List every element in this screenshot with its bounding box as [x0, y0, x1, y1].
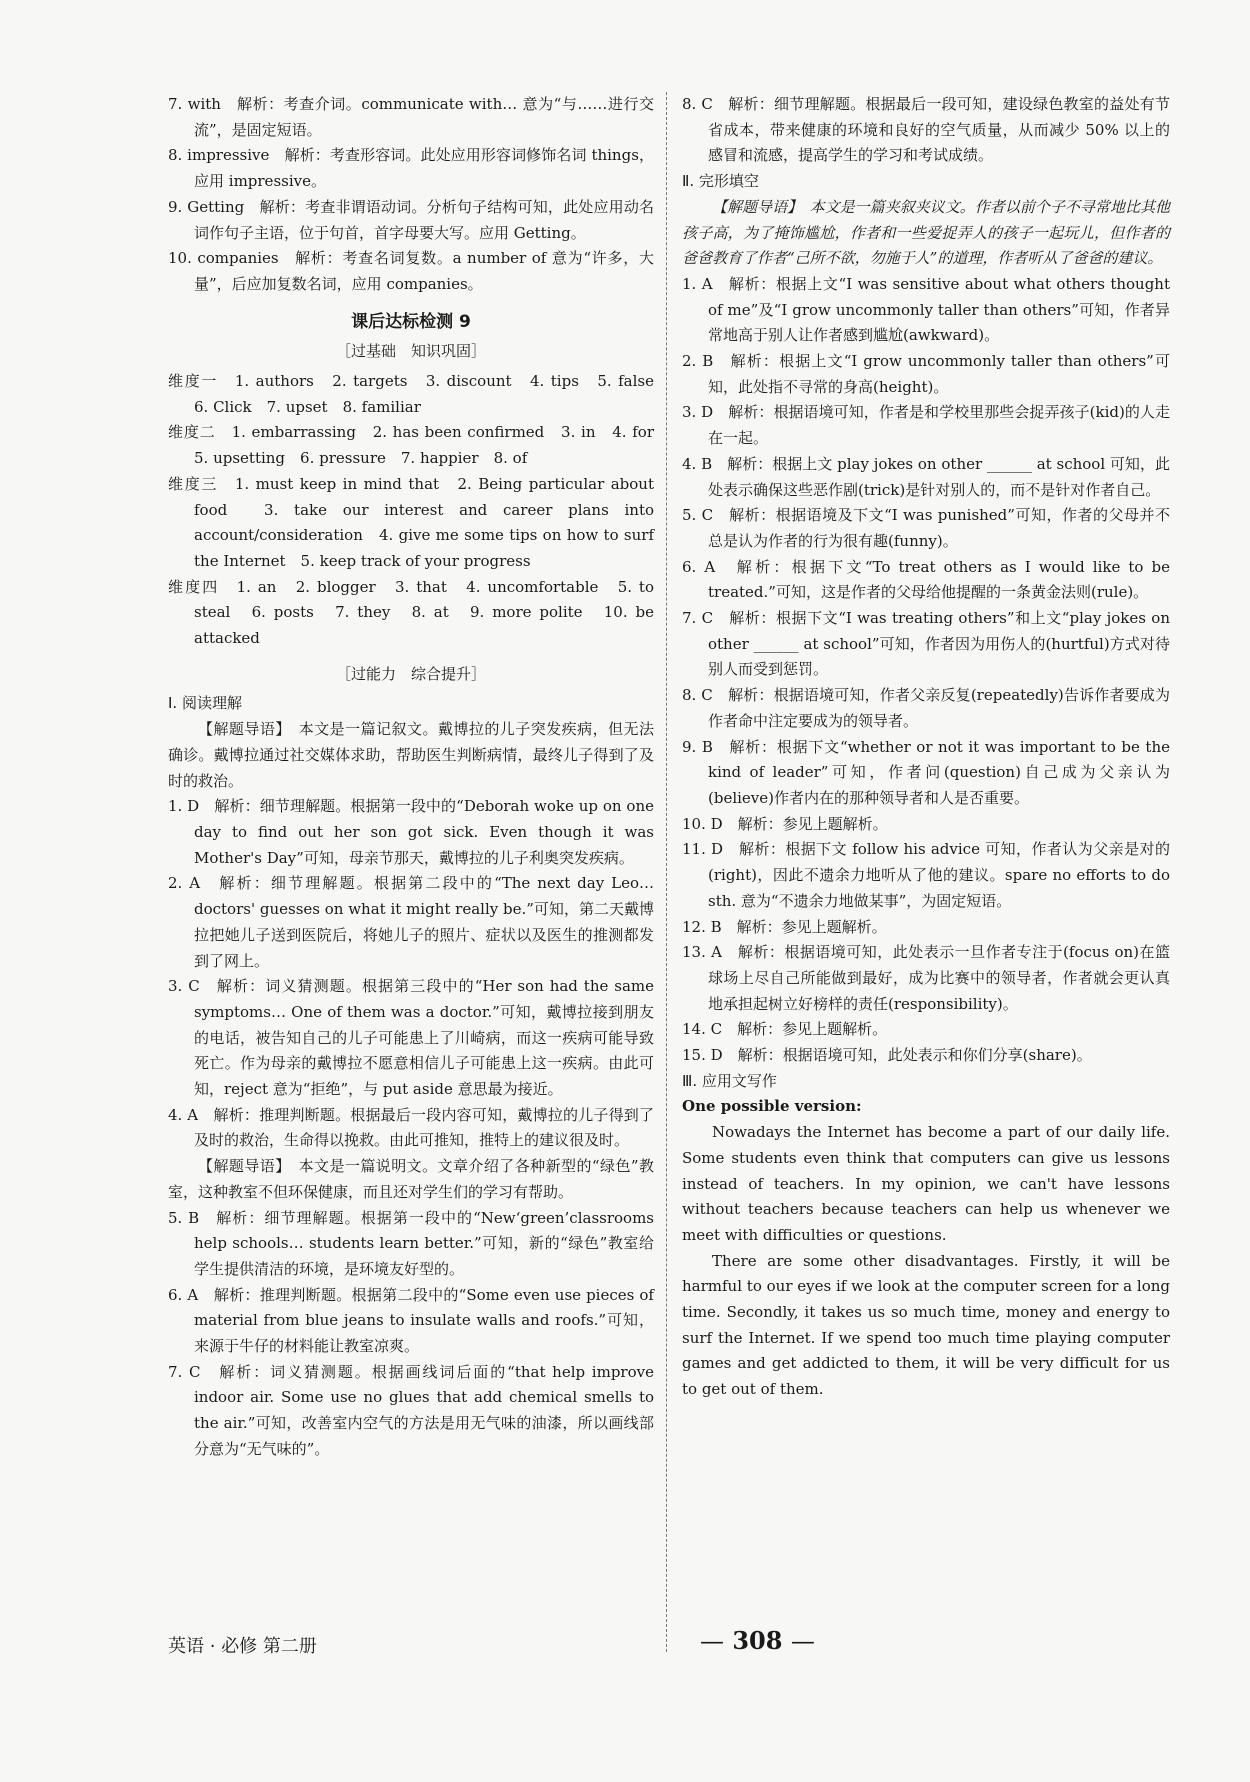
page-number: [700, 1626, 815, 1655]
writing-heading: Ⅲ. 应用文写作: [682, 1071, 777, 1090]
left-column: [168, 92, 670, 1463]
essay-paragraph-1: Nowadays the Internet has become a part of our daily life. Some students even think that computers can give us lessons instead of teachers. In my opinion, we can't have lessons without teachers because teachers can help us whenever we meet with difficulties or questions.: [682, 1123, 1170, 1244]
reading-q3: 3. C 解析：词义猜测题。根据第三段中的“Her son had the same symptoms… One of them was a doctor.”可知，戴博拉接到朋友的电话，被告知自己的儿子可能患上了川崎病，而这一疾病可能导致死亡。作为母亲的戴博拉不愿意相信儿子可能患上这一疾病。由此可知，reject 意为“拒绝”，与 put aside 意思最为接近。: [168, 977, 654, 1099]
cloze-q9: 9. B 解析：根据下文“whether or not it was important to be the kind of leader”可知，作者问(question)自己成为父亲认为(believe)作者内在的那种领导者和人是否重要。: [682, 737, 1170, 807]
cloze-q8: 8. C 解析：根据语境可知，作者父亲反复(repeatedly)告诉作者要成为作者命中注定要成为的领导者。: [682, 686, 1170, 730]
book-title: 英语 · 必修 第二册: [168, 1636, 317, 1657]
cloze-lead: 【解题导语】 本文是一篇夹叙夹议文。作者以前个子不寻常地比其他孩子高，为了掩饰尴尬，作者和一些爱捉弄人的孩子一起玩儿，但作者的爸爸教育了作者“己所不欲，勿施于人”的道理，作者听从了爸爸的建议。: [682, 197, 1170, 268]
cloze-q3: 3. D 解析：根据语境可知，作者是和学校里那些会捉弄孩子(kid)的人走在一起。: [682, 403, 1170, 448]
reading-q2: 2. A 解析：细节理解题。根据第二段中的“The next day Leo… doctors' guesses on what it might really be.”可知，第二天戴博拉把她儿子送到医院后，将她儿子的照片、症状以及医生的推测都发到了网上。: [168, 874, 654, 970]
reading-q8: 8. C 解析：细节理解题。根据最后一段可知，建设绿色教室的益处有节省成本，带来健康的环境和良好的空气质量，从而减少 50% 以上的感冒和流感，提高学生的学习和考试成绩。: [682, 95, 1170, 165]
answer-10-companies: 10. companies 解析：考查名词复数。a number of 意为“许多，大量”，后应加复数名词，应用 companies。: [168, 249, 654, 293]
reading-q1: 1. D 解析：细节理解题。根据第一段中的“Deborah woke up on one day to find out her son got sick. Even though it was Mother's Day”可知，母亲节那天，戴博拉的儿子利奥突发疾病。: [168, 797, 654, 867]
cloze-q11: 11. D 解析：根据下文 follow his advice 可知，作者认为父亲是对的(right)，因此不遗余力地听从了他的建议。spare no efforts to do sth. 意为“不遗余力地做某事”，为固定短语。: [682, 840, 1170, 910]
answer-8-impressive: 8. impressive 解析：考查形容词。此处应用形容词修饰名词 things，应用 impressive。: [168, 146, 654, 191]
possible-version-label: One possible version:: [682, 1097, 862, 1116]
cloze-q15: 15. D 解析：根据语境可知，此处表示和你们分享(share)。: [682, 1046, 1092, 1065]
reading-q6: 6. A 解析：推理判断题。根据第二段中的“Some even use pieces of material from blue jeans to insulate walls and roofs.”可知，来源于牛仔的材料能让教室凉爽。: [168, 1285, 654, 1356]
reading-q7: 7. C 解析：词义猜测题。根据画线词后面的“that help improve indoor air. Some use no glues that add chemical smells to the air.”可知，改善室内空气的方法是用无气味的油漆，所以画线部分意为“无气味的”。: [168, 1362, 654, 1458]
section-title: 课后达标检测 9: [351, 311, 471, 332]
subsection-ability: ［过能力 综合提升］: [335, 664, 486, 683]
column-divider: [666, 92, 667, 1652]
reading-lead-1: 【解题导语】 本文是一篇记叙文。戴博拉的儿子突发疾病，但无法确诊。戴博拉通过社交媒体求助，帮助医生判断病情，最终儿子得到了及时的救治。: [168, 720, 654, 790]
cloze-q1: 1. A 解析：根据上文“I was sensitive about what others thought of me”及“I grow uncommonly taller than others”可知，作者异常地高于别人让作者感到尴尬(awkward)。: [682, 274, 1170, 345]
dash-left: —: [700, 1627, 724, 1655]
cloze-heading: Ⅱ. 完形填空: [682, 172, 759, 191]
cloze-q7: 7. C 解析：根据下文“I was treating others”和上文“play jokes on other ______ at school”可知，作者因为用伤人的(hurtful)方式对待别人而受到惩罚。: [682, 609, 1170, 679]
dash-right: —: [790, 1627, 815, 1655]
reading-heading: Ⅰ. 阅读理解: [168, 694, 242, 713]
page-number-value: 308: [732, 1626, 783, 1655]
essay-paragraph-2: There are some other disadvantages. Firstly, it will be harmful to our eyes if we look at the computer screen for a long time. Secondly, it takes us so much time, money and energy to surf the Internet. If we spend too much time playing computer games and get addicted to them, it will be very difficult for us to get out of them.: [682, 1251, 1170, 1399]
cloze-q6: 6. A 解析：根据下文“To treat others as I would like to be treated.”可知，这是作者的父母给他提醒的一条黄金法则(rule)。: [682, 557, 1170, 602]
cloze-q4: 4. B 解析：根据上文 play jokes on other ______ at school 可知，此处表示确保这些恶作剧(trick)是针对别人的，而不是针对作者自己。: [682, 454, 1170, 499]
cloze-q10: 10. D 解析：参见上题解析。: [682, 814, 888, 833]
reading-q5: 5. B 解析：细节理解题。根据第一段中的“New‘green’classrooms help schools… students learn better.”可知，新的“绿色”教室给学生提供清洁的环境，是环境友好型的。: [168, 1208, 654, 1278]
reading-q4: 4. A 解析：推理判断题。根据最后一段内容可知，戴博拉的儿子得到了及时的救治，生命得以挽救。由此可推知，推特上的建议很及时。: [168, 1105, 654, 1150]
cloze-q2: 2. B 解析：根据上文“I grow uncommonly taller than others”可知，此处指不寻常的身高(height)。: [682, 352, 1170, 396]
dimension-2: 维度二 1. embarrassing 2. has been confirmed 3. in 4. for 5. upsetting 6. pressure 7. happier 8. of: [168, 423, 670, 468]
cloze-q14: 14. C 解析：参见上题解析。: [682, 1020, 888, 1039]
cloze-q5: 5. C 解析：根据语境及下文“I was punished”可知，作者的父母并不总是认为作者的行为很有趣(funny)。: [682, 506, 1170, 550]
cloze-q13: 13. A 解析：根据语境可知，此处表示一旦作者专注于(focus on)在篮球场上尽自己所能做到最好，成为比赛中的领导者，作者就会更认真地承担起树立好榜样的责任(responsibility)。: [682, 943, 1170, 1013]
answer-9-getting: 9. Getting 解析：考查非谓语动词。分析句子结构可知，此处应用动名词作句子主语，位于句首，首字母要大写。应用 Getting。: [168, 197, 654, 242]
subsection-basic: ［过基础 知识巩固］: [335, 342, 486, 361]
dimension-3: 维度三 1. must keep in mind that 2. Being particular about food 3. take our interest and career plans into account/consideration 4. give me some tips on how to surf the Internet 5. keep track of your progress: [168, 474, 654, 570]
page-footer: [168, 1626, 1168, 1666]
reading-lead-2: 【解题导语】 本文是一篇说明文。文章介绍了各种新型的“绿色”教室，这种教室不但环保健康，而且还对学生们的学习有帮助。: [168, 1157, 654, 1201]
dimension-1: 维度一 1. authors 2. targets 3. discount 4. tips 5. false 6. Click 7. upset 8. familiar: [168, 372, 670, 416]
dimension-4: 维度四 1. an 2. blogger 3. that 4. uncomfortable 5. to steal 6. posts 7. they 8. at 9. more polite 10. be attacked: [168, 577, 654, 648]
cloze-q12: 12. B 解析：参见上题解析。: [682, 917, 887, 936]
right-column: [682, 92, 1170, 1403]
answer-7-with: 7. with 解析：考查介词。communicate with… 意为“与……进行交流”，是固定短语。: [168, 95, 654, 139]
